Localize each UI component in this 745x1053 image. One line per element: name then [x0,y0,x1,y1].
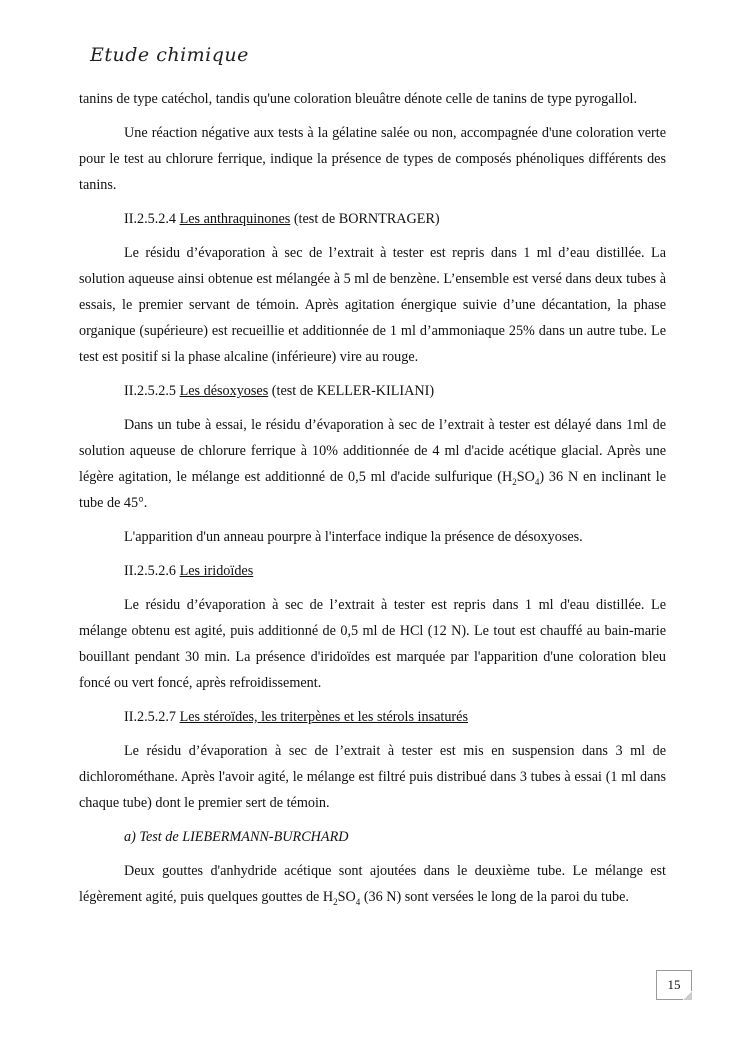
subscript: 2 [333,896,338,907]
paragraph [79,412,666,516]
text-run: Dans un tube à essai, le résidu d’évaporation à sec de l’extrait à tester est délayé dans 1ml de solution aqueuse de chlorure ferrique à 10% additionnée de 4 ml d'acide acétique glacial. Après une légère agitation, le mélange est additionné de 0,5 ml d'acide sulfurique (H [79,417,666,485]
subsection-heading: a) Test de LIEBERMANN-BURCHARD [124,829,349,845]
section-title: Les désoxyoses [179,383,269,399]
paragraph: Une réaction négative aux tests à la gélatine salée ou non, accompagnée d'une coloration verte pour le test au chlorure ferrique, indique la présence de types de composés phénoliques différents des tanins. [79,125,666,193]
section-heading-desoxyoses [79,378,666,404]
paragraph: L'apparition d'un anneau pourpre à l'interface indique la présence de désoxyoses. [124,529,583,545]
subscript: 2 [512,476,517,487]
section-heading-anthraquinones [79,206,666,232]
text-run: (36 N) sont versées le long de la paroi du tube. [360,889,629,905]
paragraph: Le résidu d’évaporation à sec de l’extrait à tester est repris dans 1 ml d'eau distillée. Le mélange obtenu est agité, puis additionné de 0,5 ml de HCl (12 N). Le tout est chauffé au bain-marie bouillant pendant 30 min. La présence d'iridoïdes est marquée par l'apparition d'une coloration bleu foncé ou vert foncé, après refroidissement. [79,597,666,691]
section-title: Les iridoïdes [179,563,254,579]
page-curl-icon [683,991,692,1000]
text-run: ) 36 N en inclinant le tube de 45°. [79,469,666,511]
text-run: SO [337,889,356,905]
section-subtitle: (test de KELLER-KILIANI) [271,383,435,399]
section-number: II.2.5.2.4 [124,211,177,227]
page-number-box [656,970,692,1000]
section-number: II.2.5.2.6 [124,563,177,579]
section-number: II.2.5.2.5 [124,383,177,399]
section-title: Les anthraquinones [179,211,291,227]
subscript: 4 [534,476,540,487]
section-heading-iridoides [79,558,666,584]
paragraph: tanins de type catéchol, tandis qu'une coloration bleuâtre dénote celle de tanins de type pyrogallol. [79,91,638,107]
page-number: 15 [667,977,681,992]
subscript: 4 [355,896,361,907]
text-run: SO [516,469,535,485]
section-title: Les stéroïdes, les triterpènes et les stérols insaturés [179,709,468,725]
section-heading-steroides [79,704,666,730]
paragraph [79,858,666,910]
text-run: Deux gouttes d'anhydride acétique sont ajoutées dans le deuxième tube. Le mélange est légèrement agité, puis quelques gouttes de H [79,863,666,905]
paragraph: Le résidu d’évaporation à sec de l’extrait à tester est repris dans 1 ml d’eau distillée. La solution aqueuse ainsi obtenue est mélangée à 5 ml de benzène. L’ensemble est versé dans deux tubes à essais, le premier servant de témoin. Après agitation énergique suivie d’une décantation, la phase organique (supérieure) est recueillie et additionnée de 1 ml d’ammoniaque 25% dans un autre tube. Le test est positif si la phase alcaline (inférieure) vire au rouge. [79,245,666,365]
document-body [79,86,666,918]
paragraph: Le résidu d’évaporation à sec de l’extrait à tester est mis en suspension dans 3 ml de dichlorométhane. Après l'avoir agité, le mélange est filtré puis distribué dans 3 tubes à essai (1 ml dans chaque tube) dont le premier sert de témoin. [79,743,666,811]
section-subtitle: (test de BORNTRAGER) [293,211,440,227]
running-header: Etude chimique [90,44,249,66]
section-number: II.2.5.2.7 [124,709,177,725]
